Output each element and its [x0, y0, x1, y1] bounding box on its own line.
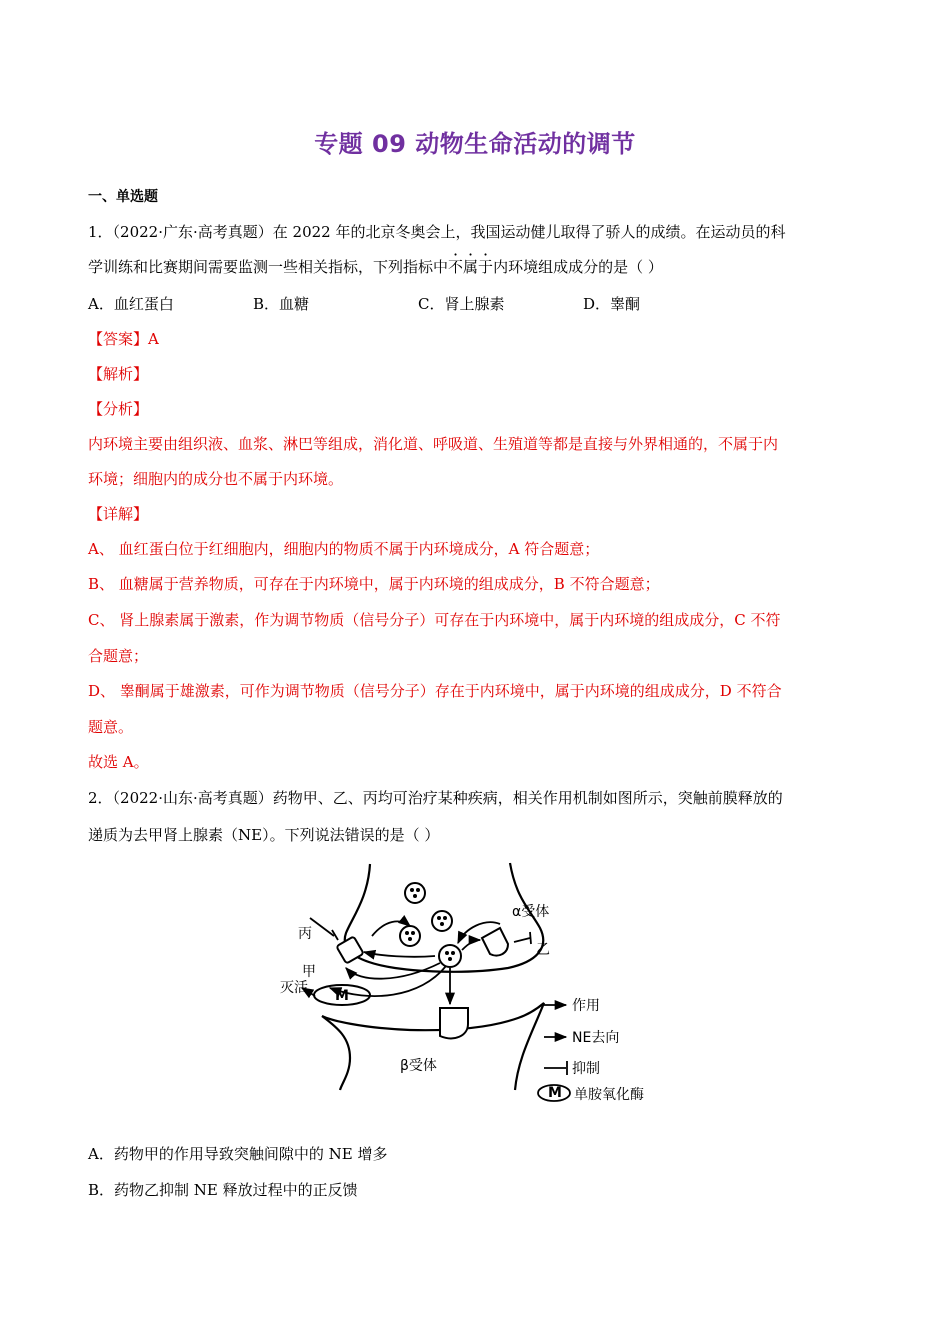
q2-stem-line2: 递质为去甲肾上腺素（NE）。下列说法错误的是（ ）	[88, 826, 440, 844]
label-bing: 丙	[298, 926, 312, 942]
q1-stem-line2-a: 学训练和比赛期间需要监测一些相关指标，下列指标中	[88, 258, 449, 276]
beta-receptor-shape	[440, 1008, 468, 1038]
q1-detail-b: B、 血糖属于营养物质，可存在于内环境中，属于内环境的组成成分，B 不符合题意；	[88, 575, 660, 593]
q1-xiangjie-label: 【详解】	[88, 505, 149, 523]
q1-detail-a: A、 血红蛋白位于红细胞内，细胞内的物质不属于内环境成分，A 符合题意；	[88, 540, 600, 558]
emphasis-char: 不	[448, 258, 464, 276]
legend-inhibit: 抑制	[572, 1061, 600, 1077]
legend-ne-fate: NE去向	[572, 1030, 620, 1046]
q1-option-d: D．睾酮	[583, 295, 641, 313]
transporter-shape	[336, 936, 363, 963]
legend-M: M	[548, 1085, 562, 1101]
q1-analysis-line1: 内环境主要由组织液、血浆、淋巴等组成，消化道、呼吸道、生殖道等都是直接与外界相通的，不属于内	[88, 435, 779, 453]
page-title: 专题 09 动物生命活动的调节	[314, 130, 636, 158]
emphasis-char: 于	[478, 258, 494, 276]
label-alpha-receptor: α受体	[512, 904, 550, 920]
q1-detail-d2: 题意。	[88, 718, 134, 736]
section-heading: 一、单选题	[88, 189, 158, 205]
q1-jiexi-label: 【解析】	[88, 365, 149, 383]
postsynaptic-membrane	[322, 1003, 544, 1090]
synapse-diagram-svg	[260, 858, 670, 1118]
legend-action: 作用	[572, 998, 600, 1014]
q1-detail-c1: C、 肾上腺素属于激素，作为调节物质（信号分子）可存在于内环境中，属于内环境的组成成分，C 不符	[88, 611, 781, 629]
q2-option-a: A．药物甲的作用导致突触间隙中的 NE 增多	[88, 1145, 388, 1163]
legend-mao: 单胺氧化酶	[574, 1087, 644, 1103]
alpha-receptor-shape	[482, 928, 508, 956]
mao-label: M	[335, 988, 349, 1004]
q1-option-b: B．血糖	[253, 295, 310, 313]
label-beta-receptor: β受体	[400, 1058, 437, 1074]
emphasis-char: 属	[463, 258, 479, 276]
q1-answer: 【答案】A	[88, 330, 159, 348]
label-miehuo: 灭活	[280, 980, 308, 996]
q1-option-c: C．肾上腺素	[418, 295, 505, 313]
label-jia: 甲	[302, 964, 316, 980]
postsynaptic-left	[322, 1016, 350, 1090]
q1-conclusion: 故选 A。	[88, 753, 149, 771]
q2-option-b: B．药物乙抑制 NE 释放过程中的正反馈	[88, 1181, 358, 1199]
q1-stem-line2	[88, 257, 868, 277]
q1-stem-line2-b: 内环境组成成分的是（ ）	[493, 258, 663, 276]
q1-fenxi-label: 【分析】	[88, 400, 149, 418]
q1-stem-line1: 1．（2022·广东·高考真题）在 2022 年的北京冬奥会上，我国运动健儿取得了骄人的成绩。在运动员的科	[88, 223, 786, 241]
q1-analysis-line2: 环境；细胞内的成分也不属于内环境。	[88, 470, 344, 488]
q1-detail-c2: 合题意；	[88, 647, 149, 665]
q1-detail-d1: D、 睾酮属于雄激素，可作为调节物质（信号分子）存在于内环境中，属于内环境的组成成分，D 不符合	[88, 682, 782, 700]
q2-stem-line1: 2．（2022·山东·高考真题）药物甲、乙、丙均可治疗某种疾病，相关作用机制如图所示，突触前膜释放的	[88, 789, 783, 807]
synapse-diagram	[260, 858, 670, 1118]
label-yi: 乙	[536, 942, 550, 958]
q1-option-a: A．血红蛋白	[88, 295, 174, 313]
